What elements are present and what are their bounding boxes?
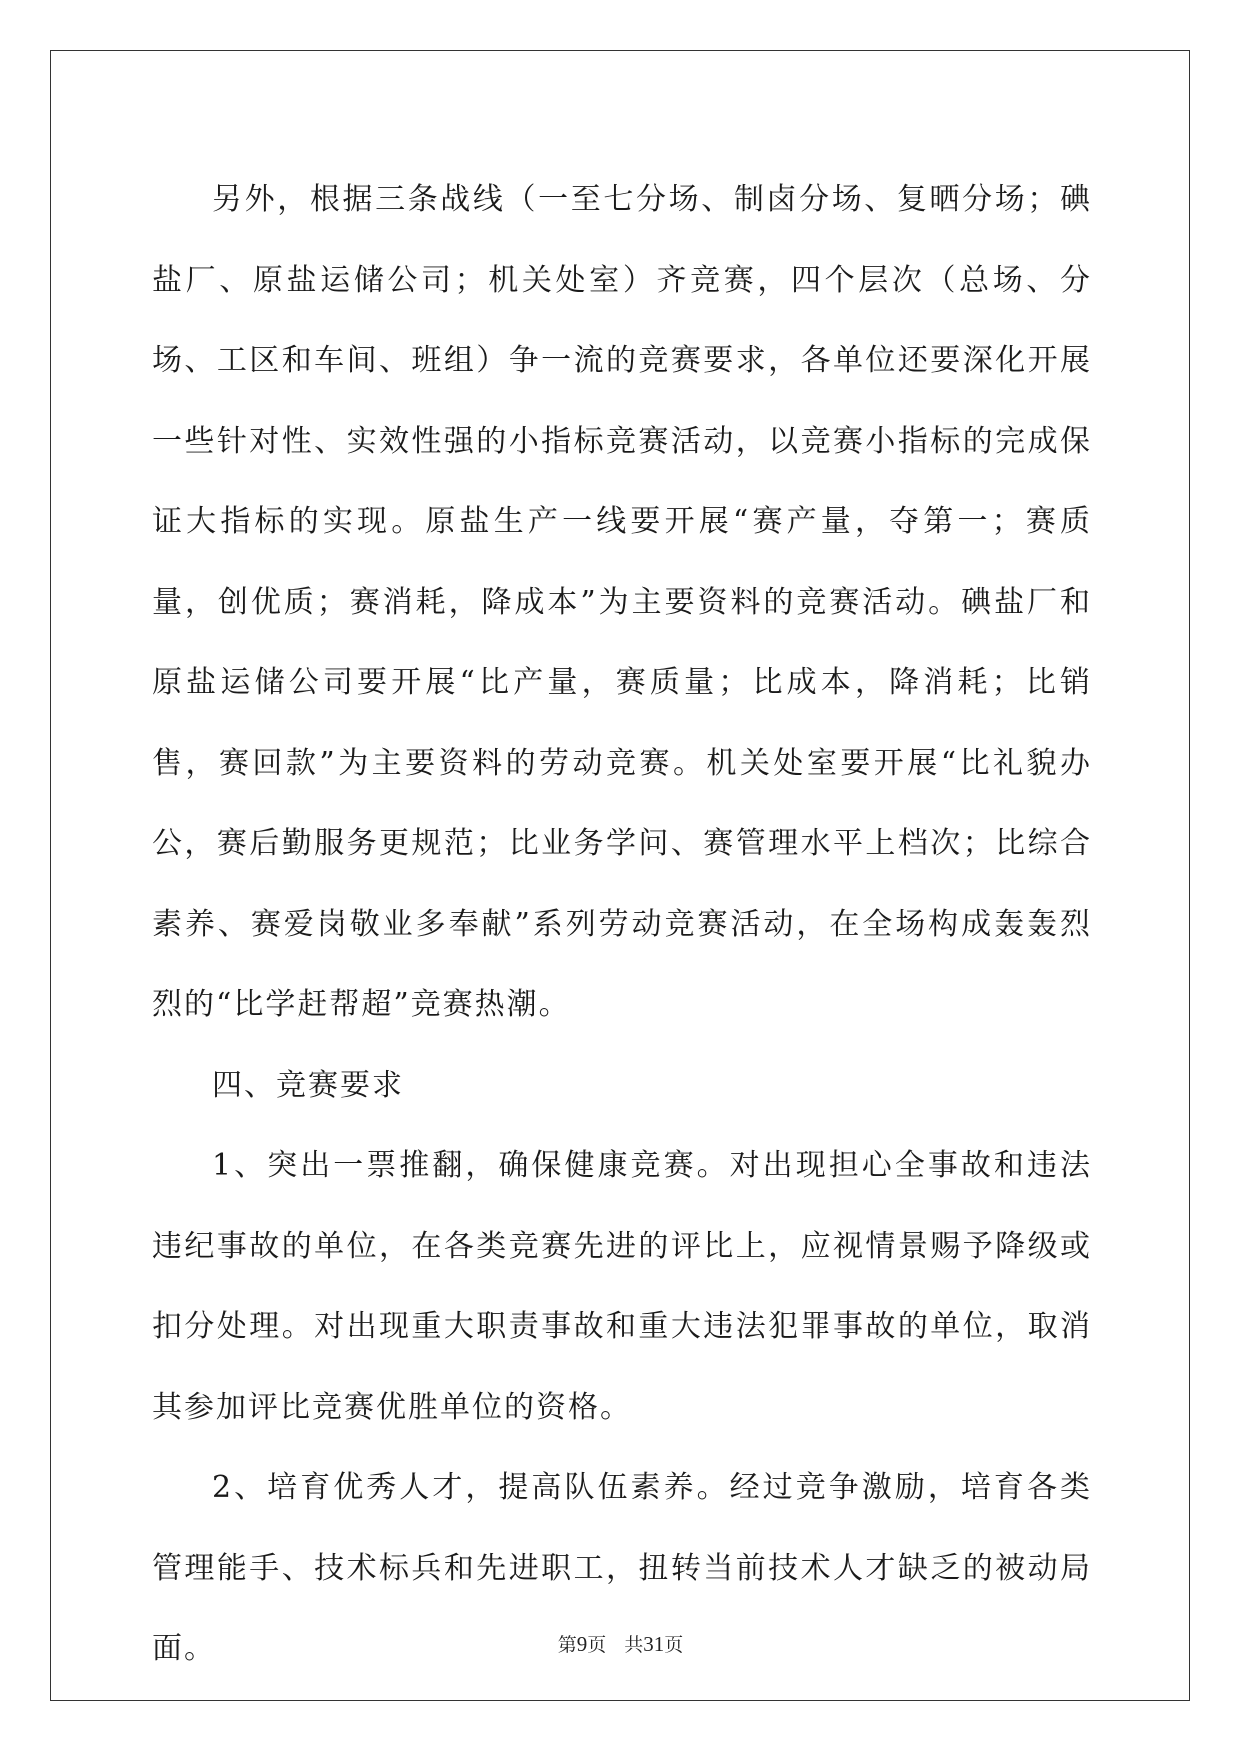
page-number: 9 — [576, 1632, 588, 1656]
section-heading-requirements: 四、竞赛要求 — [212, 1067, 404, 1103]
total-pages: 31 — [643, 1632, 665, 1656]
page-prefix: 第 — [557, 1634, 577, 1656]
paragraph-requirement-1: 1、突出一票推翻，确保健康竞赛。对出现担心全事故和违法违纪事故的单位，在各类竞赛先进的评比上，应视情景赐予降级或扣分处理。对出现重大职责事故和重大违法犯罪事故的单位，取消其参加评比竞赛优胜单位的资格。 — [152, 1148, 1092, 1425]
page-suffix: 页 — [587, 1634, 607, 1656]
page-footer — [0, 1630, 1241, 1657]
paragraph-competition-lines: 另外，根据三条战线（一至七分场、制卤分场、复晒分场；碘盐厂、原盐运储公司；机关处室）齐竞赛，四个层次（总场、分场、工区和车间、班组）争一流的竞赛要求，各单位还要深化开展一些针对性、实效性强的小指标竞赛活动，以竞赛小指标的完成保证大指标的实现。原盐生产一线要开展“赛产量，夺第一；赛质量，创优质；赛消耗，降成本”为主要资料的竞赛活动。碘盐厂和原盐运储公司要开展“比产量，赛质量；比成本，降消耗；比销售，赛回款”为主要资料的劳动竞赛。机关处室要开展“比礼貌办公，赛后勤服务更规范；比业务学问、赛管理水平上档次；比综合素养、赛爱岗敬业多奉献”系列劳动竞赛活动，在全场构成轰轰烈烈的“比学赶帮超”竞赛热潮。 — [152, 182, 1092, 1022]
document-body — [152, 160, 1092, 1690]
total-prefix: 共 — [624, 1634, 644, 1656]
total-suffix: 页 — [664, 1634, 684, 1656]
paragraph-requirement-2: 2、培育优秀人才，提高队伍素养。经过竞争激励，培育各类管理能手、技术标兵和先进职工，扭转当前技术人才缺乏的被动局面。 — [152, 1470, 1092, 1666]
